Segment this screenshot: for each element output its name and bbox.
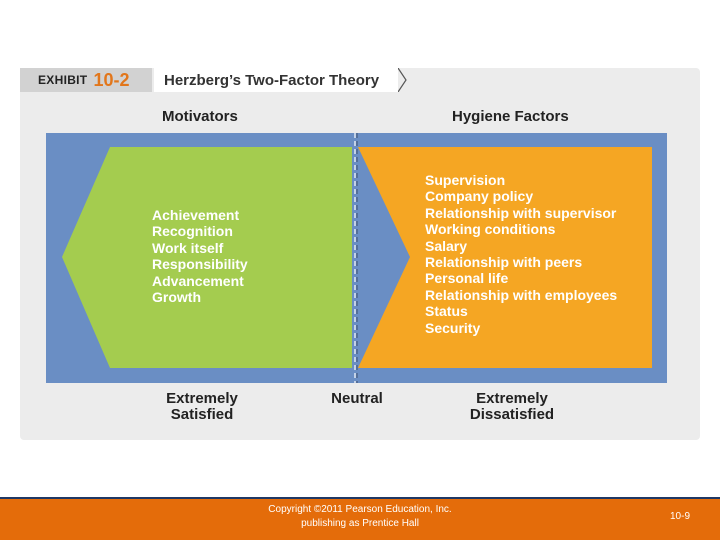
exhibit-header — [20, 68, 410, 92]
motivators-heading: Motivators — [162, 108, 238, 125]
motivator-item: Achievement — [152, 207, 240, 223]
motivators-list — [152, 207, 248, 305]
hygiene-item: Salary — [425, 237, 468, 254]
slide-footer — [0, 497, 720, 540]
exhibit-label: EXHIBIT — [38, 73, 88, 87]
motivator-item: Work itself — [152, 239, 224, 256]
hygiene-item: Relationship with peers — [425, 254, 583, 271]
hygiene-item: Security — [425, 319, 481, 336]
motivator-item: Growth — [152, 289, 201, 306]
hygiene-list — [425, 172, 617, 336]
hygiene-item: Personal life — [425, 270, 509, 287]
title-arrow-icon — [398, 68, 410, 92]
hygiene-item: Relationship with supervisor — [425, 204, 617, 221]
hygiene-item: Relationship with employees — [425, 286, 618, 303]
page-number: 10-9 — [669, 511, 690, 522]
hygiene-item: Status — [425, 303, 468, 320]
hygiene-item: Company policy — [425, 188, 534, 205]
copyright-text: Copyright ©2011 Pearson Education, Inc. publishing as Prentice Hall — [268, 504, 452, 529]
motivator-item: Recognition — [152, 223, 233, 240]
hygiene-heading: Hygiene Factors — [452, 108, 569, 125]
axis-extremely-satisfied: Extremely Satisfied — [166, 390, 238, 423]
hygiene-item: Working conditions — [425, 221, 556, 238]
axis-extremely-dissatisfied: Extremely Dissatisfied — [469, 390, 555, 423]
exhibit-badge — [20, 68, 152, 92]
exhibit-title: Herzberg’s Two-Factor Theory — [154, 68, 398, 92]
motivator-item: Advancement — [152, 272, 244, 289]
axis-neutral: Neutral — [331, 390, 383, 407]
motivator-item: Responsibility — [152, 256, 248, 273]
exhibit-number: 10-2 — [93, 69, 130, 90]
hygiene-item: Supervision — [425, 172, 506, 188]
